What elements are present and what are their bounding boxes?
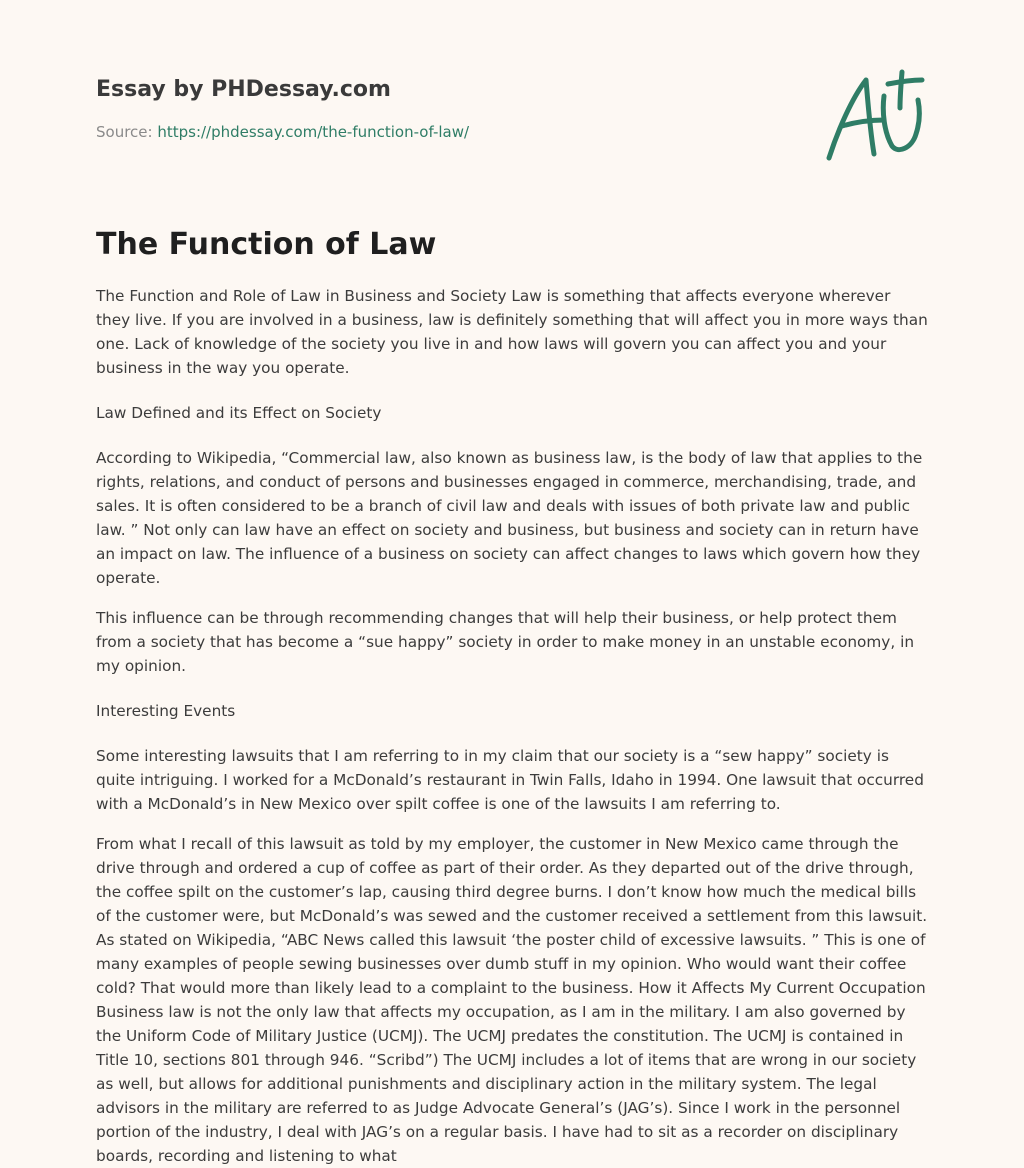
a-plus-logo-icon (822, 68, 926, 166)
source-line (96, 123, 469, 141)
paragraph: Some interesting lawsuits that I am referring to in my claim that our society is a “sew happy” society is quite intriguing. I worked for a McDonald’s restaurant in Twin Falls, Idaho in 1994. One lawsuit that occurred with a McDonald’s in New Mexico over spilt coffee is one of the lawsuits I am referring to. (96, 747, 924, 813)
section-heading: Interesting Events (96, 702, 236, 720)
source-link[interactable]: https://phdessay.com/the-function-of-law/ (157, 123, 470, 141)
essay-body (96, 284, 928, 1168)
paragraph: According to Wikipedia, “Commercial law, also known as business law, is the body of law that applies to the rights, relations, and conduct of persons and businesses engaged in commerce, merchandising, trade, and sales. It is often considered to be a branch of civil law and deals with issues of both private law and public law. ” Not only can law have an effect on society and business, but business and society can in return have an impact on law. The influence of a business on society can affect changes to laws which govern how they operate. (96, 449, 923, 587)
section-heading: Law Defined and its Effect on Society (96, 404, 382, 422)
paragraph: This influence can be through recommending changes that will help their business, or help protect them from a society that has become a “sue happy” society in order to make money in an unstable economy, in my opinion. (96, 609, 915, 675)
source-label: Source: (96, 123, 158, 141)
essay-title: The Function of Law (96, 227, 437, 262)
brand-title: Essay by PHDessay.com (96, 77, 391, 102)
essay-header (96, 76, 816, 141)
paragraph: The Function and Role of Law in Business and Society Law is something that affects everyone wherever they live. If you are involved in a business, law is definitely something that will affect you in more ways than one. Lack of knowledge of the society you live in and how laws will govern you can affect you and your business in the way you operate. (96, 287, 928, 377)
paragraph: From what I recall of this lawsuit as told by my employer, the customer in New Mexico came through the drive through and ordered a cup of coffee as part of their order. As they departed out of the drive through, the coffee spilt on the customer’s lap, causing third degree burns. I don’t know how much the medical bills of the customer were, but McDonald’s was sewed and the customer received a settlement from this lawsuit. As stated on Wikipedia, “ABC News called this lawsuit ‘the poster child of excessive lawsuits. ” This is one of many examples of people sewing businesses over dumb stuff in my opinion. Who would want their coffee cold? That would more than likely lead to a complaint to the business. How it Affects My Current Occupation Business law is not the only law that affects my occupation, as I am in the military. I am also governed by the Uniform Code of Military Justice (UCMJ). The UCMJ predates the constitution. The UCMJ is contained in Title 10, sections 801 through 946. “Scribd”) The UCMJ includes a lot of items that are wrong in our society as well, but allows for additional punishments and disciplinary action in the military system. The legal advisors in the military are referred to as Judge Advocate General’s (JAG’s). Since I work in the personnel portion of the industry, I deal with JAG’s on a regular basis. I have had to sit as a recorder on disciplinary boards, recording and listening to what (96, 835, 928, 1165)
